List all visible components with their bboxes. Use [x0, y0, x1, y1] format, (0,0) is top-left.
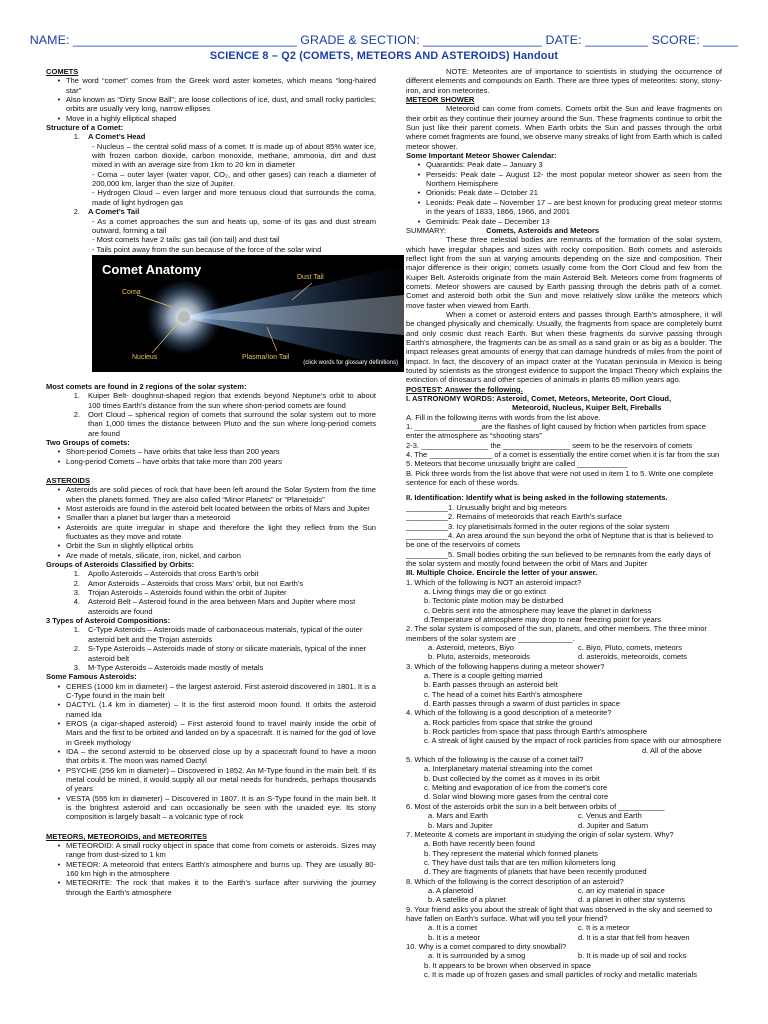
list-item: 2. Amor Asteroids – Asteroids that cross Mars’ orbit, but not Earth’s — [73, 578, 304, 588]
structure-heading: Structure of a Comet: — [46, 123, 124, 133]
option: d. Solar wind blowing more gases from the central core — [424, 792, 609, 802]
option: a. Both have recently been found — [424, 839, 535, 849]
student-info-line: NAME: ________________________________ GRADE & SECTION: _________________ DATE: _________ SCORE: _____ — [29, 33, 739, 47]
option-row: a. It is a comet c. It is a meteor — [428, 923, 630, 933]
question-1: 1. Which of the following is NOT an asteroid impact? — [406, 577, 582, 587]
fill-item-3: 4. The _______________ of a comet is essentially the entire comet when it is far from the sun — [406, 450, 720, 460]
list-item: 3. M-Type Asteroids – Asteroids made mostly of metals — [73, 662, 264, 672]
question-8: 8. Which of the following is the correct description of an asteroid? — [406, 876, 624, 886]
list-item: • Asteroids are solid pieces of rock that have been left around the Solar System from the time when the planets formed. They are also called “Minor Planets” or “Planetoids” — [57, 485, 376, 504]
list-item: • Leonids: Peak date – November 17 – are best known for producing great meteor storms in the years of 1833, 1866, 1966, and 2001 — [417, 197, 722, 217]
figure-title: Comet Anatomy — [102, 261, 202, 277]
part-b-instruction: B. Pick three words from the list above that were not used in item 1 to 5. Write one complete sentence for each of these words. — [406, 468, 714, 488]
tail-text-2: - Most comets have 2 tails: gas tail (ion tail) and dust tail — [92, 235, 280, 245]
coma-label: Coma — [122, 288, 141, 296]
list-item: • VESTA (555 km in diameter) – Discovered in 1807. It is an S-Type found in the main belt. It is the brightest asteroid and can occasionally be seen with the unaided eye. Its stony composition is largely basalt – a volcanic type of rock — [57, 793, 376, 822]
option: c. The head of a comet hits Earth’s atmosphere — [424, 689, 583, 699]
ident-item-3: __________3. Icy planetisimals formed in the outer regions of the solar system — [406, 521, 670, 531]
list-item: 1. Apollo Asteroids – Asteroids that cross Earth’s orbit — [73, 569, 259, 579]
list-item: • Long-period Comets – have orbits that take more than 200 years — [57, 456, 283, 466]
part-a-instruction: A. Fill in the following items with words from the list above. — [406, 412, 601, 422]
figure-caption: (click words for glossary definitions) — [303, 359, 398, 366]
list-item: • CERES (1000 km in diameter) – the largest asteroid. First asteroid discovered in 1801. It is a C-Type found in the main belt — [57, 681, 376, 700]
comet-anatomy-figure — [92, 255, 404, 372]
list-item: • Smaller than a planet but larger than a meteoroid — [57, 513, 231, 523]
option-row: b. Mars and Jupiter d. Jupiter and Saturn — [428, 820, 649, 830]
ident-item-1: __________1. Unusually bright and big meteors — [406, 502, 567, 512]
meteorite-note: NOTE: Meteorites are of importance to scientists in studying the occurrence of different elements and compounds on Earth. There are three types of meteorites: stony, stony-iron, and iron meteorites. — [406, 67, 722, 95]
list-item: • DACTYL (1.4 km in diameter) – It is the first asteroid moon found. It orbits the asteroid named Ida — [57, 700, 376, 719]
ident-item-4: __________4. An area around the sun beyond the orbit of Neptune that is that is believed to be one of the reservoirs of comets — [406, 530, 714, 550]
orbit-groups-heading: Groups of Asteroids Classified by Orbits: — [46, 560, 195, 570]
option: c. A streak of light caused by the impact of rock particles from space with our atmosphere — [424, 736, 722, 746]
astronomy-words: I. ASTRONOMY WORDS: Asteroid, Comet, Meteors, Meteorite, Oort Cloud, — [406, 394, 672, 404]
regions-heading: Most comets are found in 2 regions of the solar system: — [46, 381, 247, 391]
composition-heading: 3 Types of Asteroid Compositions: — [46, 616, 171, 626]
dust-tail-label: Dust Tail — [297, 273, 324, 281]
fill-item-1: 1. ________________are the flashes of light caused by friction when particles from space enter the atmosphere as “shooting stars” — [406, 422, 706, 441]
option: b. Earth passes through an asteroid belt — [424, 680, 558, 690]
option-row: a. Mars and Earth c. Venus and Earth — [428, 811, 642, 821]
hydrogen-text: - Hydrogen Cloud – even larger and more tenuous cloud that surrounds the coma, made of light hydrogen gas — [92, 188, 376, 207]
question-3: 3. Which of the following happens during a meteor shower? — [406, 661, 605, 671]
option: c. They have dust tails that are ten million kilometers long — [424, 857, 616, 867]
list-item: 1. A Comet’s Head — [73, 132, 146, 142]
option: b. They represent the material which formed planets — [424, 848, 598, 858]
calendar-heading: Some Important Meteor Shower Calendar: — [406, 151, 557, 161]
list-item: • The word “comet” comes from the Greek word aster kometes, which means “long-haired star” — [57, 76, 376, 95]
option: a. Rock particles from space that strike the ground — [424, 717, 593, 727]
list-item: • Move in a highly elliptical shaped — [57, 113, 177, 123]
plasma-tail-label: Plasma/Ion Tail — [242, 353, 290, 361]
list-item: 4. Asteroid Belt – Asteroid found in the area between Mars and Jupiter where most asteroids are found — [73, 597, 356, 616]
meteor-shower-heading: METEOR SHOWER — [406, 95, 475, 105]
list-item: • Short-period Comets – have orbits that take less than 200 years — [57, 447, 280, 457]
posttest-heading: POSTEST: Answer the following. — [406, 384, 523, 394]
list-item: 2. A Comet’s Tail — [73, 207, 140, 217]
list-item: • METEOROID: A small rocky object in space that come from comets or asteroids. Sizes may range from dust-sized to 1 km — [57, 841, 376, 860]
list-item: • EROS (a cigar-shaped asteroid) – First asteroid found to travel mainly inside the orbit of Mars and the first to be orbited and landed on by a spacecraft. It is named for the god of love in Greek mythology — [57, 718, 376, 747]
list-item: • Most asteroids are found in the asteroid belt located between the orbits of Mars and Jupiter — [57, 504, 370, 513]
coma-text: - Coma – outer layer (water vapor, CO₂, and other gases) can reach a diameter of 200,000 km, larger than the size of Jupiter. — [92, 169, 376, 189]
option: b. Rock particles from space that pass through Earth’s atmosphere — [424, 727, 648, 737]
tail-text-1: - As a comet approaches the sun and heats up, some of its gas and dust stream outward, forming a tail — [92, 216, 376, 235]
question-9: 9. Your friend asks you about the streak of light that was observed in the sky and seemed to have fallen on Earth’s surface. What will you tell your friend? — [406, 904, 713, 923]
ident-item-2: __________2. Remains of meteoroids that reach Earth’s surface — [406, 512, 622, 522]
option: c. It is made up of frozen gases and small particles of rocky and metallic materials — [424, 970, 698, 979]
option: b. Dust collected by the comet as it moves in its orbit — [424, 773, 600, 783]
question-10: 10. Why is a comet compared to dirty snowball? — [406, 941, 567, 951]
nucleus-text: - Nucleus – the central solid mass of a comet. It is made up of about 85% water ice, with frozen carbon dioxide, carbon monoxide, methane, ammonia, dirt and dust mixed in with an average size from 1km to 20 km in diameter — [92, 141, 376, 170]
list-item: • Asteroids are quite irregular in shape and therefore the light they reflect from the Sun fluctuates as they move and rotate — [57, 522, 376, 542]
option: c. Melting and evaporation of ice from the comet’s core — [424, 783, 608, 793]
list-item: • METEORITE: The rock that makes it to the Earth’s surface after surviving the journey through the Earth’s atmosphere — [57, 878, 376, 897]
fill-item-4: 5. Meteors that become unusually bright are called ____________ — [406, 459, 628, 469]
list-item: 2. S-Type Asteroids – Asteroids made of stony or silicate materials, typical of the inner asteroid belt — [73, 644, 367, 663]
summary-paragraph-2: When a comet or asteroid enters and passes through Earth’s atmosphere, it will be changed physically and chemically. Usually, the fragments from space are completely burnt and only cosmic dust reach Earth. But when these fragments do survive passing through Earth’s atmosphere, the fragments can be as small as a sand grain or as big as a boulder. The impact releases great amounts of energy that can damage hundreds of miles from the point of impact. In fact, the discovery of an impact crater at the Yucatan peninsula in Mexico is being touted by scientists as the strongest evidence to support the Impact Theory which explains the extinction of dinosaurs and other species of animals in plants 65 million years ago. — [406, 309, 722, 385]
tail-text-3: - Tails point away from the sun because of the force of the solar wind — [92, 244, 322, 254]
list-item: • Quarantids: Peak date – January 3 — [417, 160, 543, 170]
meteors-heading: METEORS, METEOROIDS, and METEORITES — [46, 831, 208, 841]
astronomy-words-2: Meteoroid, Nucleus, Kuiper Belt, Fireballs — [512, 403, 662, 413]
nucleus-label: Nucleus — [132, 353, 158, 361]
option-row: a. It is surrounded by a smog b. It is made up of soil and rocks — [428, 951, 687, 961]
option: b. It appears to be brown when observed in space — [424, 960, 591, 970]
option-row: a. Asteroid, meteors, Biyo c. Biyo, Pluto, comets, meteors — [428, 642, 683, 652]
list-item: • Geminids: Peak date – December 13 — [417, 216, 550, 226]
option: d.Temperature of atmosphere may drop to near freezing point for years — [424, 614, 662, 624]
fill-item-2: 2-3. ________________ the ________________ seem to be the reservoirs of comets — [406, 440, 693, 450]
option: d. They are fragments of planets that have been recently produced — [424, 867, 647, 877]
question-4: 4. Which of the following is a good description of a meteorite? — [406, 708, 612, 718]
list-item: 1. Kuiper Belt- doughnut-shaped region that extends beyond Neptune’s orbit to about 100 times Earth’s distance from the sun where short-period comets are found — [73, 391, 376, 410]
list-item: • PSYCHE (256 km in diameter) – Discovered in 1852. An M-Type found in the main belt. If its metal could be mined, it would supply all our metal needs for hundreds, perhaps thousands of years — [57, 765, 376, 794]
question-5: 5. Which of the following is the cause of a comet tail? — [406, 755, 584, 765]
list-item: • Orbit the Sun in slightly elliptical orbits — [57, 541, 194, 551]
list-item: • Perseids: Peak date – August 12- the most popular meteor shower as seen from the Northern Hemisphere — [417, 169, 722, 189]
list-item: • Orionids: Peak date – October 21 — [417, 188, 539, 198]
list-item: • Are made of metals, silicate, iron, nickel, and carbon — [57, 550, 241, 560]
list-item: • IDA – the second asteroid to be observed close up by a spacecraft found to have a moon that orbits it. The moon was named Dactyl — [57, 746, 376, 766]
right-column — [406, 67, 722, 979]
list-item: 2. Oort Cloud – spherical region of comets that surround the solar system out to more than 1,000 times the distance between Pluto and the sun where long-period comets are found — [73, 409, 376, 438]
question-2: 2. The solar system is composed of the sun, planets, and other members. The three minor members of the solar system are _____________. — [406, 624, 707, 643]
option: a. Living things may die or go extinct — [424, 586, 547, 596]
question-6: 6. Most of the asteroids orbit the sun in a belt between orbits of ___________ — [406, 801, 665, 811]
list-item: • Also known as “Dirty Snow Ball”; are loose collections of ice, dust, and small rocky particles; orbits are usually very long, narrow ellipses — [57, 95, 376, 114]
summary-paragraph-1: These three celestial bodies are remnants of the formation of the solar system, which have irregular shapes and sizes with rocky composition. Both comets and asteroids reflect light from the sun at varying amounts depending on the size and composition. Their major difference is their origin; comets usually come from the Oort Cloud and few from the Kuiper Belt. Asteroids originate from the main Asteroid Belt. Meteors come from fragments of comets. Meteor showers are caused by Earth passing through the debris path of a comet. Comet and asteroid both orbit the Sun and move relatively slow unlike the meteors which move faster when viewed from Earth. — [406, 235, 722, 310]
asteroids-heading: ASTEROIDS — [46, 475, 91, 485]
list-item: • METEOR: A meteoroid that enters Earth’s atmosphere and burns up. They are usually 80-160 km high in the atmosphere — [57, 859, 376, 879]
option-row: b. It is a meteor d. It is a star that fell from heaven — [428, 932, 690, 942]
summary-heading: SUMMARY: Comets, Asteroids and Meteors — [406, 225, 600, 235]
famous-heading: Some Famous Asteroids: — [46, 672, 137, 682]
comets-heading: COMETS — [46, 67, 79, 76]
option: a. There is a couple getting married — [424, 671, 543, 680]
list-item: 1. C-Type Asteroids – Asteroids made of carbonaceous materials, typical of the outer asteroid belt and the Trojan asteroids — [73, 625, 363, 644]
groups-heading: Two Groups of comets: — [46, 437, 130, 447]
option: b. Tectonic plate motion may be disturbed — [424, 596, 564, 606]
option: d. All of the above — [642, 745, 702, 755]
page-title: SCIENCE 8 – Q2 (COMETS, METEORS AND ASTEROIDS) Handout — [209, 50, 559, 62]
option: a. Interplanetary material streaming into the comet — [424, 764, 593, 774]
option-row: a. A planetoid c. an icy material in space — [428, 885, 665, 895]
list-item: 3. Trojan Asteroids – Asteroids found within the orbit of Jupiter — [73, 588, 287, 598]
multiple-choice-heading: III. Multiple Choice. Encircle the letter of your answer. — [406, 568, 598, 578]
option-row: b. Pluto, asteroids, meteoroids d. asteroids, meteoroids, comets — [428, 652, 688, 662]
question-7: 7. Meteorite & comets are important in studying the origin of solar system. Why? — [406, 829, 674, 839]
option-row: b. A satellite of a planet d. a planet in other star systems — [428, 895, 685, 905]
meteor-shower-text: Meteoroid can come from comets. Comets orbit the Sun and leave fragments on their orbit as they continue their journey around the Sun. These fragments continue to orbit the Sun just like their parent comets. When Earth orbits the Sun and passes through the orbit where comet fragments are found, we observe many streaks of light from Earth which is called meteor shower. — [406, 104, 722, 151]
left-column — [46, 67, 398, 897]
option: d. Earth passes through a swarm of dust particles in space — [424, 699, 620, 709]
option: c. Debris sent into the atmosphere may leave the planet in darkness — [424, 605, 652, 615]
ident-item-5: __________5. Small bodies orbiting the sun believed to be remnants from the early days of the solar system and mostly found between the orbit of Mars and Jupiter — [406, 549, 711, 568]
identification-heading: II. Identification: Identify what is being asked in the following statements. — [406, 493, 668, 503]
